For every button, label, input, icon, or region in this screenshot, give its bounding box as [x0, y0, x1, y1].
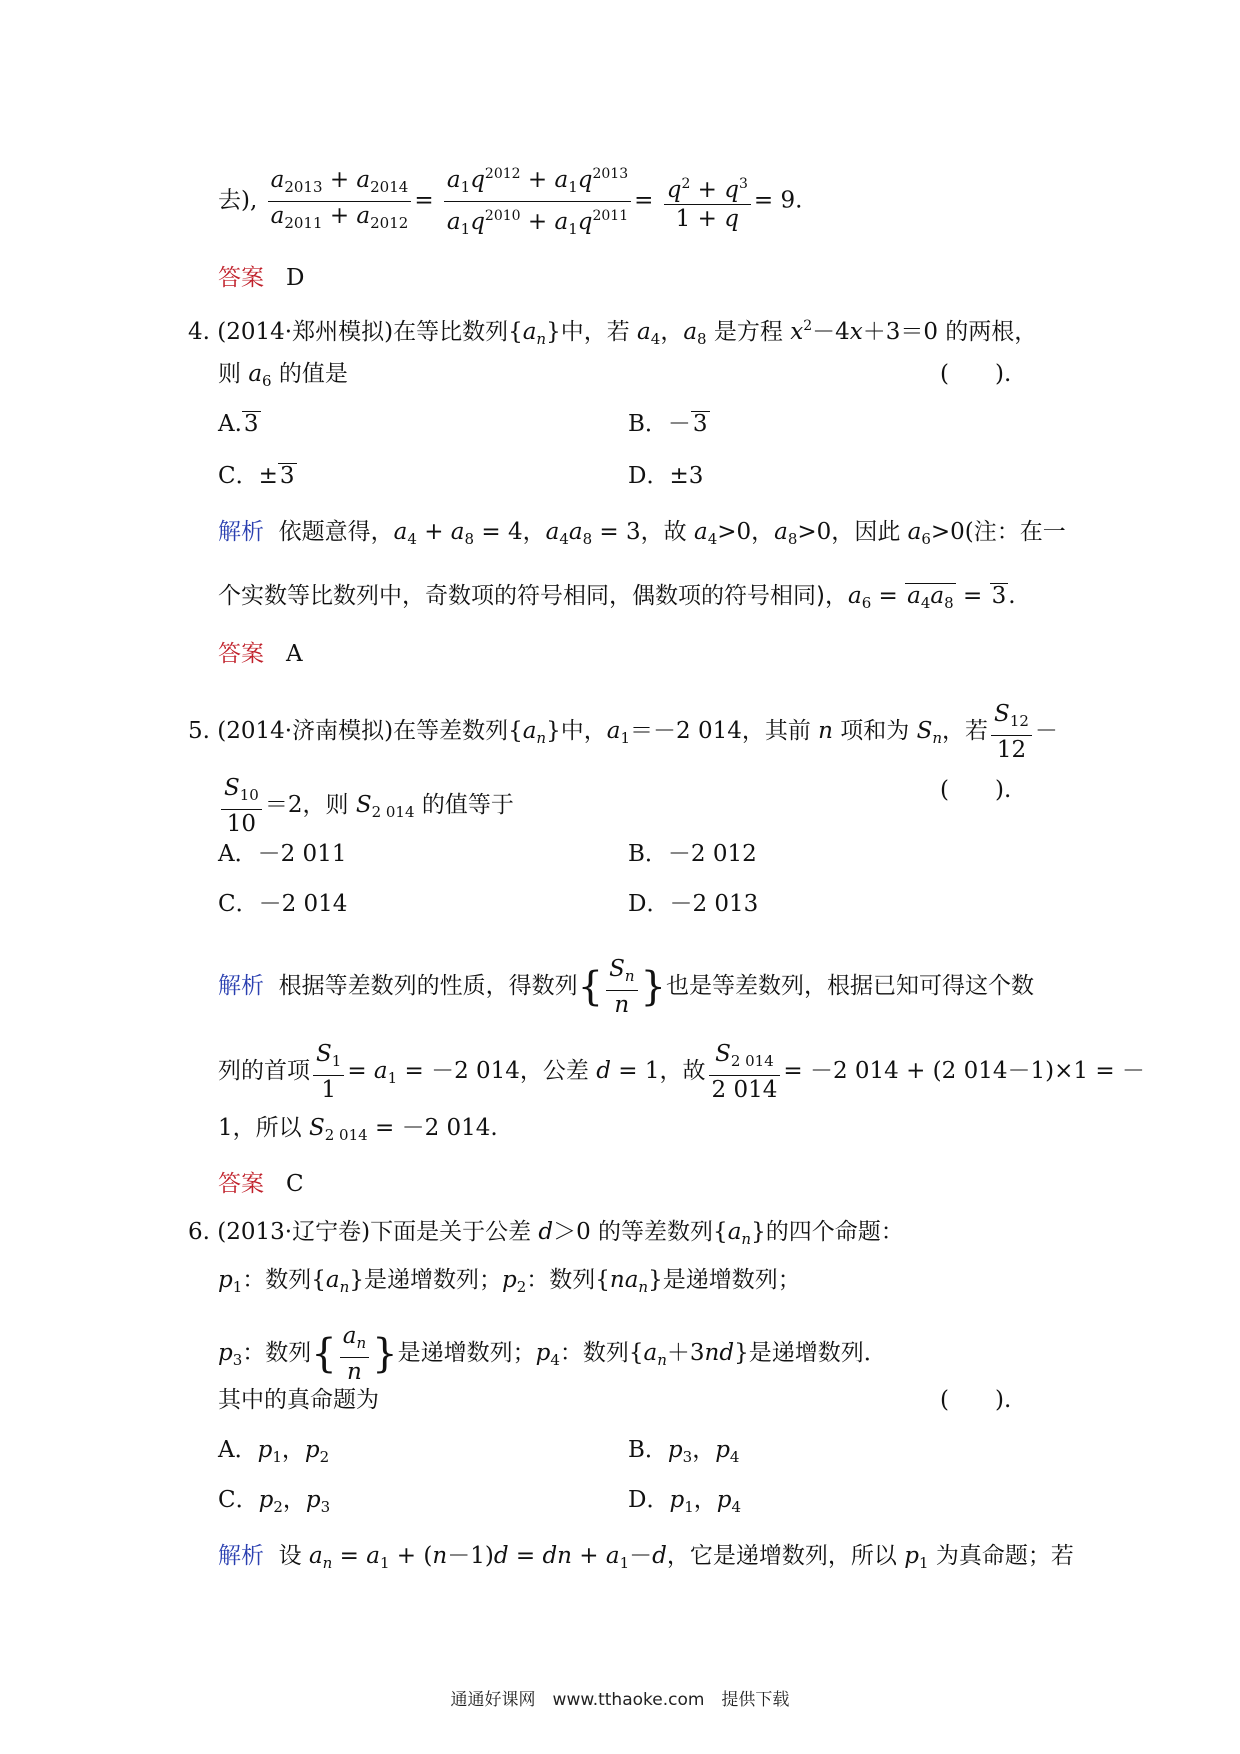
q6-analysis-line-1: 解析 设 $a_n = a_1 + (n-1)d$ = dn + $a_1-d$，它是递增数列，所以 $p_1$ 为真命题；若	[218, 1543, 1074, 1572]
q4-option-d: D．±3	[628, 463, 704, 489]
q6-option-d: D．$p_1$，$p_4$	[628, 1487, 742, 1516]
answer-label: 答案	[218, 265, 264, 291]
answer-value: C	[285, 1171, 304, 1197]
q3-fraction-1: $\frac{a_{2013} + a_{2014}}{a_{2011} + a_{2012}}$	[268, 166, 412, 237]
q3-equation-line: 去), $\frac{a_{2013} + a_{2014}}{a_{2011} + a_{2012}}$ = $\frac{a_1q^{2012} + a_1q^{2013}}{a_1q^{2010} + a_1q^{2011}}$ = $\frac{q^2 + q^3}{1 + q}$ = 9.	[218, 160, 802, 243]
q6-stem-line-1: 6. (2013·辽宁卷)下面是关于公差 d＞0 的等差数列$\{a_n\}$的四个命题：	[188, 1219, 904, 1248]
analysis-label: 解析	[218, 973, 264, 999]
q5-option-a: A．－2 011	[218, 841, 347, 867]
q4-source: (2014·郑州模拟)	[217, 319, 394, 345]
q5-stem-line-1: 5. (2014·济南模拟)在等差数列$\{a_n\}$中，$a_1=-2$ 014，其前 n 项和为 $S_n$，若 $\frac{S_{12}}{12}$ －	[188, 701, 1058, 763]
q6-option-c: C．$p_2$，$p_3$	[218, 1487, 331, 1516]
q5-option-c: C．－2 014	[218, 891, 348, 917]
q4-stem-line-2: 则 $a_6$ 的值是	[218, 361, 348, 390]
q4-stem-line-1: 4. (2014·郑州模拟)在等比数列$\{a_n\}$中，若 $a_4$，$a_8$ 是方程 $x^2-4x+3=0$ 的两根，	[188, 318, 1038, 348]
q4-analysis-line-2: 个实数等比数列中，奇数项的符号相同，偶数项的符号相同)，$a_6 = a_4a_8 = 3$.	[218, 580, 1016, 619]
q6-stem-line-2: $p_1$：数列$\{a_n\}$是递增数列；$p_2$：数列$\{na_n\}$是递增数列；	[218, 1267, 801, 1296]
q6-answer-paren: ( ).	[940, 1387, 1012, 1413]
q6-number: 6.	[188, 1219, 210, 1245]
q4-option-b: B．－3	[628, 411, 708, 437]
q3-answer-line	[218, 262, 304, 294]
q3-fraction-2: $\frac{a_1q^{2012} + a_1q^{2013}}{a_1q^{2010} + a_1q^{2011}}$	[444, 160, 631, 243]
q6-option-b: B．$p_3$，$p_4$	[628, 1437, 740, 1466]
q5-answer-line	[218, 1168, 304, 1200]
q6-stem-line-3: $p_3$：数列{ $\frac{a_n}{n}$ }是递增数列；$p_4$：数列$\{a_n+3nd\}$是递增数列．	[218, 1323, 887, 1385]
q6-stem-line-4: 其中的真命题为	[218, 1387, 379, 1413]
q5-number: 5.	[188, 718, 210, 744]
q5-option-b: B．－2 012	[628, 841, 757, 867]
q4-answer-paren: ( ).	[940, 361, 1012, 387]
answer-value: D	[285, 265, 305, 291]
q4-option-a: A.3	[218, 411, 259, 437]
q4-option-c: C．±3	[218, 463, 295, 489]
analysis-label: 解析	[218, 1543, 264, 1569]
q3-result: = 9.	[753, 187, 803, 214]
analysis-label: 解析	[218, 519, 264, 545]
q5-source: (2014·济南模拟)	[217, 718, 394, 744]
answer-value: A	[285, 641, 303, 667]
q4-answer-line	[218, 638, 303, 670]
q5-option-d: D．－2 013	[628, 891, 759, 917]
q3-fraction-3: $\frac{q^2 + q^3}{1 + q}$	[664, 170, 751, 233]
q5-analysis-line-2: 列的首项 $\frac{S_1}{1}$ = $a_1 = -2$ 014，公差 d = 1，故 $\frac{S_{2 014}}{2 014}$ = －2 014 + (2 014－1)×1 = －	[218, 1041, 1145, 1103]
answer-label: 答案	[218, 641, 264, 667]
q3-lead: 去),	[218, 187, 258, 214]
q6-source: (2013·辽宁卷)	[217, 1219, 371, 1245]
q6-option-a: A．$p_1$，$p_2$	[218, 1437, 330, 1466]
answer-label: 答案	[218, 1171, 264, 1197]
q5-analysis-line-1: 解析 根据等差数列的性质，得数列{ $\frac{S_n}{n}$ }也是等差数列，根据已知可得这个数	[218, 956, 1034, 1018]
q4-analysis-line-1: 解析 依题意得，$a_4 + a_8 = 4$，$a_4a_8 = 3$，故 $a_4>0$，$a_8>0$，因此 $a_6>0$(注：在一	[218, 519, 1066, 548]
q5-answer-paren: ( ).	[940, 777, 1012, 803]
q5-stem-line-2: $\frac{S_{10}}{10}$ ＝2，则 $S_{2 014}$ 的值等于	[218, 774, 514, 838]
q4-number: 4.	[188, 319, 210, 345]
q5-analysis-line-3: 1，所以 $S_{2 014} = -2$ 014.	[218, 1115, 498, 1144]
page-footer: 通通好课网 www.tthaoke.com 提供下载	[450, 1690, 790, 1710]
